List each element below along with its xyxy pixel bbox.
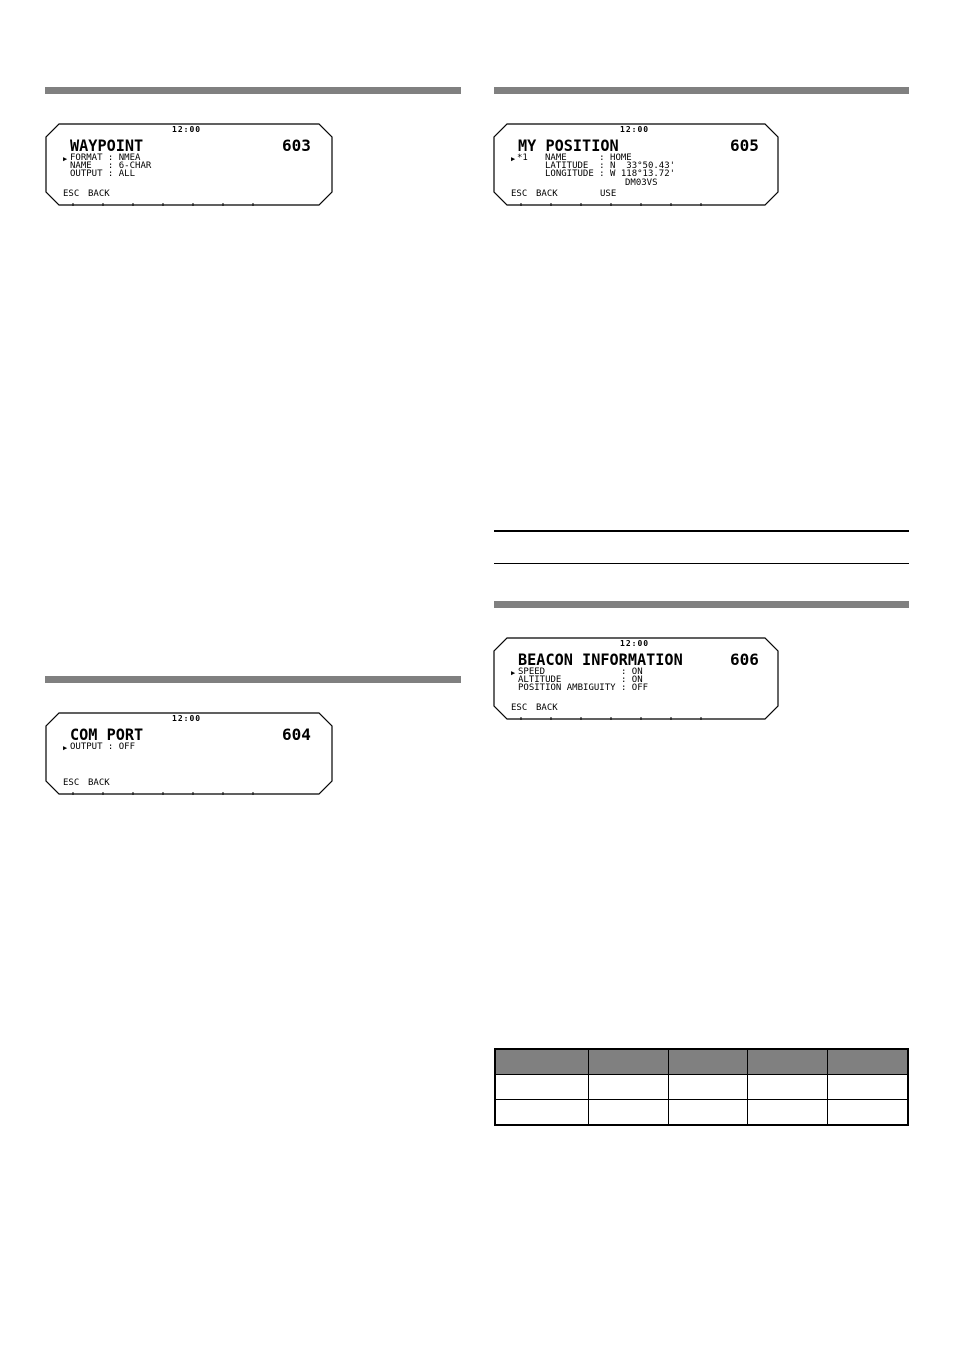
section-bar-waypoint: [45, 87, 461, 94]
setting-row-output[interactable]: OUTPUT : OFF: [70, 742, 136, 752]
menu-title: COM PORT: [70, 725, 144, 744]
table-row: [495, 1100, 908, 1126]
position-row-latitude: LATITUDE : N 33°50.43': [545, 161, 676, 171]
table-cell: [589, 1100, 669, 1126]
clock: 12:00: [620, 639, 650, 648]
position-row-longitude: LONGITUDE : W 118°13.72': [545, 169, 676, 179]
grid-locator: DM03VS: [625, 178, 658, 188]
table-cell: [748, 1100, 828, 1126]
memory-slot[interactable]: *1: [517, 153, 528, 163]
setting-row-output[interactable]: OUTPUT : ALL: [70, 169, 136, 179]
menu-number: 603: [282, 136, 311, 155]
beacon-row-altitude[interactable]: ALTITUDE : ON: [518, 675, 643, 685]
table-header-cell: [589, 1049, 669, 1075]
section-bar-com-port: [45, 676, 461, 683]
setting-row-name[interactable]: NAME : 6-CHAR: [70, 161, 152, 171]
cursor-arrow-icon: ▶: [63, 744, 68, 752]
table-header-cell: [495, 1049, 589, 1075]
softkey-esc[interactable]: ESC: [63, 189, 80, 199]
cursor-arrow-icon: ▶: [63, 155, 68, 163]
softkey-esc[interactable]: ESC: [63, 778, 80, 788]
softkey-back[interactable]: BACK: [536, 703, 558, 713]
softkey-back[interactable]: BACK: [88, 189, 110, 199]
setting-row-format[interactable]: FORMAT : NMEA: [70, 153, 141, 163]
note-rule-top: [494, 530, 909, 532]
menu-number: 605: [730, 136, 759, 155]
note-rule-bottom: [494, 563, 909, 564]
clock: 12:00: [172, 125, 202, 134]
lcd-screen-my-position: [493, 123, 779, 206]
menu-number: 604: [282, 725, 311, 744]
menu-title: MY POSITION: [518, 136, 619, 155]
table-cell: [827, 1075, 908, 1100]
position-row-name[interactable]: NAME : HOME: [545, 153, 632, 163]
cursor-arrow-icon: ▶: [511, 669, 516, 677]
menu-number: 606: [730, 650, 759, 669]
cursor-arrow-icon: ▶: [511, 155, 516, 163]
section-bar-my-position: [494, 87, 909, 94]
table-cell: [827, 1100, 908, 1126]
clock: 12:00: [620, 125, 650, 134]
softkey-esc[interactable]: ESC: [511, 703, 528, 713]
table-header-row: [495, 1049, 908, 1075]
softkey-use[interactable]: USE: [600, 189, 617, 199]
lcd-screen-com-port: [45, 712, 333, 795]
beacon-row-position-ambiguity[interactable]: POSITION AMBIGUITY : OFF: [518, 683, 649, 693]
table-cell: [748, 1075, 828, 1100]
table-cell: [589, 1075, 669, 1100]
table-header-cell: [668, 1049, 748, 1075]
softkey-esc[interactable]: ESC: [511, 189, 528, 199]
table-header-cell: [827, 1049, 908, 1075]
softkey-back[interactable]: BACK: [88, 778, 110, 788]
table-cell: [495, 1100, 589, 1126]
clock: 12:00: [172, 714, 202, 723]
table-row: [495, 1075, 908, 1100]
menu-title: WAYPOINT: [70, 136, 144, 155]
settings-table: [494, 1048, 909, 1126]
table-cell: [668, 1100, 748, 1126]
lcd-screen-waypoint: [45, 123, 333, 206]
table-header-cell: [748, 1049, 828, 1075]
beacon-row-speed[interactable]: SPEED : ON: [518, 667, 643, 677]
menu-title: BEACON INFORMATION: [518, 650, 683, 669]
table-cell: [668, 1075, 748, 1100]
section-bar-beacon-information: [494, 601, 909, 608]
table-cell: [495, 1075, 589, 1100]
softkey-back[interactable]: BACK: [536, 189, 558, 199]
lcd-screen-beacon-information: [493, 637, 779, 720]
